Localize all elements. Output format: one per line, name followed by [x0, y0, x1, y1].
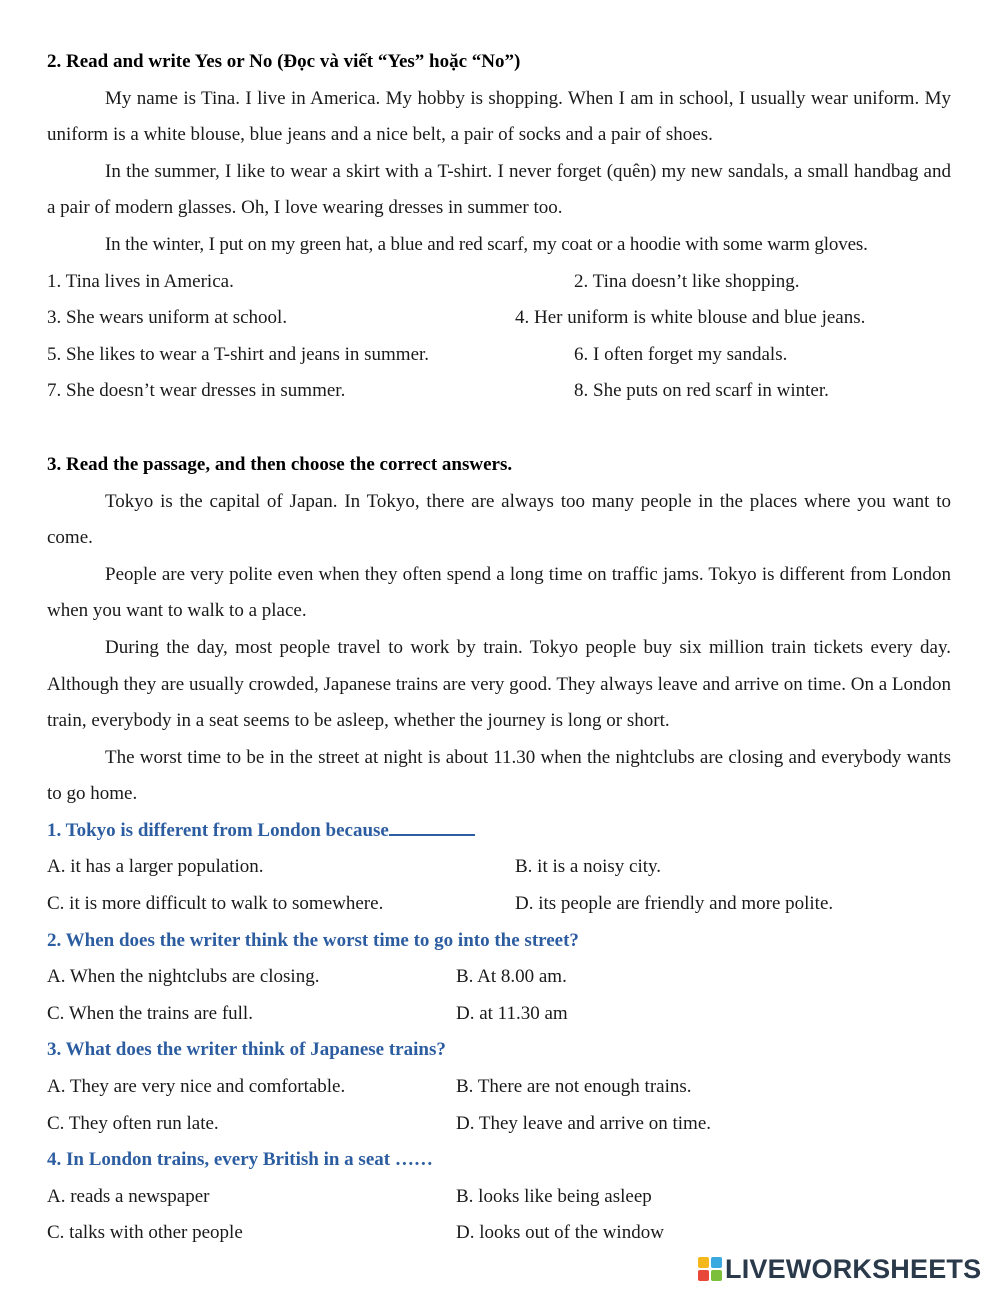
- q4-option-b[interactable]: B. looks like being asleep: [456, 1185, 652, 1207]
- logo-block-3: [698, 1270, 709, 1281]
- q2-option-c[interactable]: C. When the trains are full.: [47, 1002, 253, 1024]
- statement-row-4: [47, 373, 951, 410]
- q3-option-a[interactable]: A. They are very nice and comfortable.: [47, 1076, 346, 1098]
- q2-option-b[interactable]: B. At 8.00 am.: [456, 966, 567, 988]
- q4-option-d[interactable]: D. looks out of the window: [456, 1222, 664, 1244]
- statement-2: 2. Tina doesn’t like shopping.: [574, 270, 800, 292]
- question-2-options-row-2: [47, 996, 951, 1033]
- section2-paragraph-3: In the winter, I put on my green hat, a blue and red scarf, my coat or a hoodie with some warm gloves.: [105, 233, 868, 255]
- question-2-options-row-1: [47, 959, 951, 996]
- question-1-options-row-1: [47, 849, 951, 886]
- section2-paragraph-2: In the summer, I like to wear a skirt with a T-shirt. I never forget (quên) my new sandals, a small handbag and a pair of modern glasses. Oh, I love wearing dresses in summer too.: [47, 160, 951, 219]
- q3-option-c[interactable]: C. They often run late.: [47, 1112, 219, 1134]
- liveworksheets-logo: [698, 1254, 981, 1284]
- q1-option-a[interactable]: A. it has a larger population.: [47, 856, 264, 878]
- q1-option-d[interactable]: D. its people are friendly and more polite.: [515, 893, 834, 915]
- statement-3: 3. She wears uniform at school.: [47, 307, 288, 329]
- q1-option-b[interactable]: B. it is a noisy city.: [515, 856, 662, 878]
- logo-text: LIVEWORKSHEETS: [725, 1253, 982, 1284]
- q3-option-b[interactable]: B. There are not enough trains.: [456, 1076, 692, 1098]
- section2-heading: 2. Read and write Yes or No (Đọc và viết “Yes” hoặc “No”): [47, 51, 521, 72]
- question-1: [47, 813, 951, 850]
- q4-option-c[interactable]: C. talks with other people: [47, 1222, 243, 1244]
- question-4: 4. In London trains, every British in a seat ……: [47, 1149, 433, 1171]
- question-3-options-row-2: [47, 1106, 951, 1143]
- statement-row-3: [47, 337, 951, 374]
- q3-option-d[interactable]: D. They leave and arrive on time.: [456, 1112, 711, 1134]
- section3-paragraph-4: The worst time to be in the street at night is about 11.30 when the nightclubs are closing and everybody wants to go home.: [47, 746, 951, 805]
- question-1-options-row-2: [47, 886, 951, 923]
- logo-blocks-icon: [698, 1257, 722, 1281]
- logo-block-2: [711, 1257, 722, 1268]
- section2-paragraph-1: My name is Tina. I live in America. My hobby is shopping. When I am in school, I usually wear uniform. My uniform is a white blouse, blue jeans and a nice belt, a pair of socks and a pair of shoes.: [47, 87, 951, 146]
- q4-option-a[interactable]: A. reads a newspaper: [47, 1185, 210, 1207]
- question-4-options-row-2: [47, 1215, 951, 1252]
- question-3: 3. What does the writer think of Japanese trains?: [47, 1039, 446, 1061]
- statement-7: 7. She doesn’t wear dresses in summer.: [47, 380, 346, 402]
- statement-row-2: [47, 300, 951, 337]
- question-2: 2. When does the writer think the worst time to go into the street?: [47, 929, 579, 951]
- q2-option-d[interactable]: D. at 11.30 am: [456, 1002, 568, 1024]
- section3-heading: 3. Read the passage, and then choose the correct answers.: [47, 453, 513, 475]
- section3-paragraph-1: Tokyo is the capital of Japan. In Tokyo, there are always too many people in the places where you want to come.: [47, 490, 951, 549]
- section3-paragraph-2: People are very polite even when they often spend a long time on traffic jams. Tokyo is different from London when you want to walk to a place.: [47, 563, 951, 622]
- statement-8: 8. She puts on red scarf in winter.: [574, 380, 829, 402]
- statement-5: 5. She likes to wear a T-shirt and jeans in summer.: [47, 343, 430, 365]
- worksheet-page: [47, 44, 951, 1252]
- logo-block-4: [711, 1270, 722, 1281]
- question-1-text: 1. Tokyo is different from London because: [47, 819, 389, 841]
- statement-6: 6. I often forget my sandals.: [574, 343, 788, 365]
- statement-4: 4. Her uniform is white blouse and blue jeans.: [515, 307, 866, 329]
- answer-blank: [389, 816, 475, 836]
- statement-row-1: [47, 264, 951, 301]
- question-3-options-row-1: [47, 1069, 951, 1106]
- q2-option-a[interactable]: A. When the nightclubs are closing.: [47, 966, 320, 988]
- statement-1: 1. Tina lives in America.: [47, 270, 234, 292]
- section3-paragraph-3: During the day, most people travel to work by train. Tokyo people buy six million train tickets every day. Although they are usually crowded, Japanese trains are very good. They always leave and arrive on time. On a London train, everybody in a seat seems to be asleep, whether the journey is long or short.: [47, 636, 951, 732]
- question-4-options-row-1: [47, 1179, 951, 1216]
- q1-option-c[interactable]: C. it is more difficult to walk to somewhere.: [47, 893, 384, 915]
- logo-block-1: [698, 1257, 709, 1268]
